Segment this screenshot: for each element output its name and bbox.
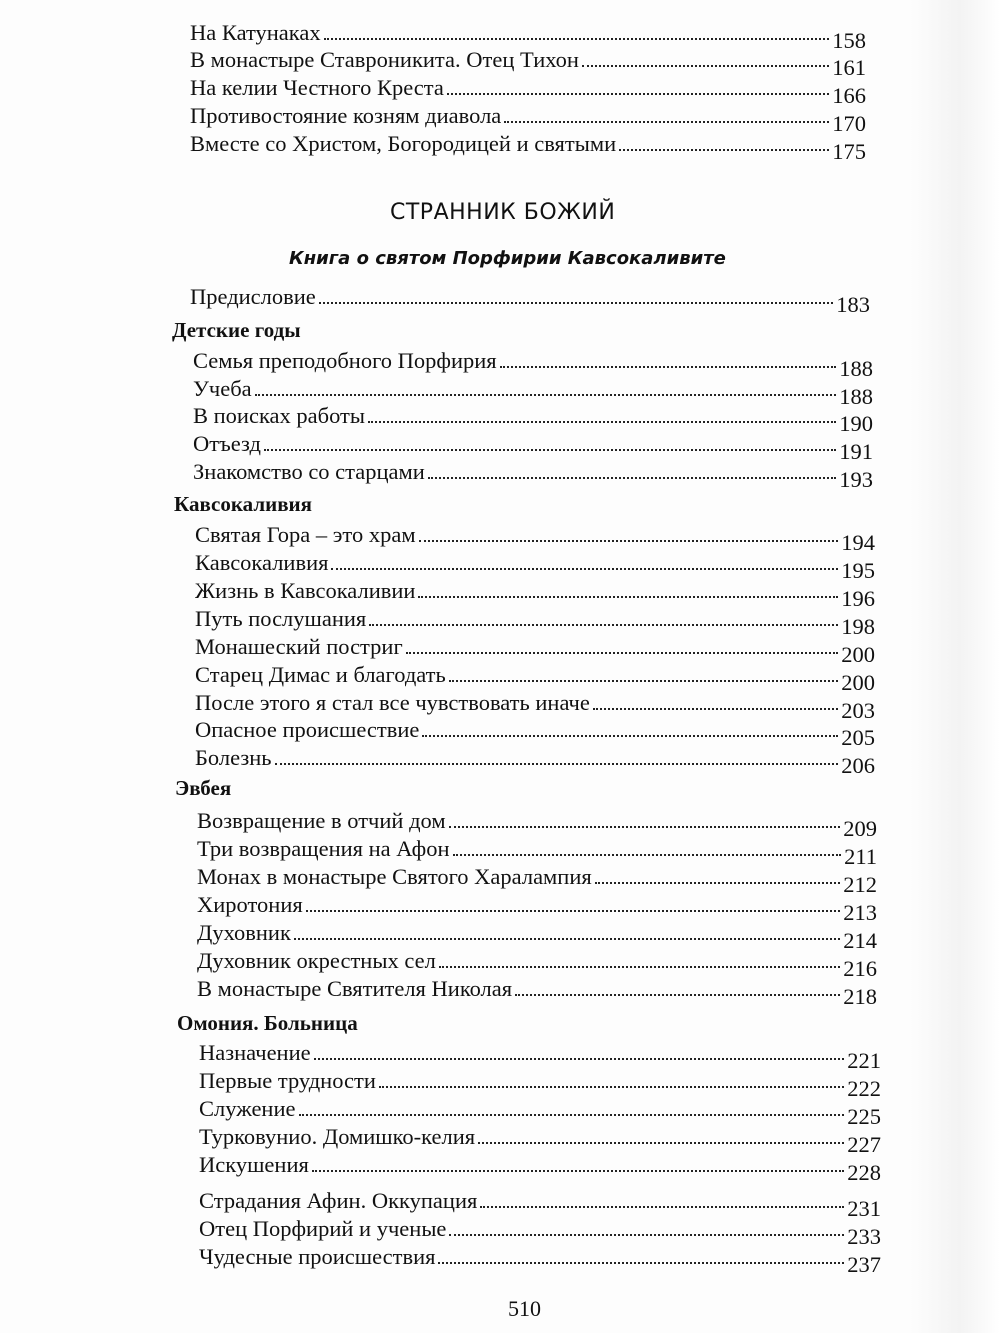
- toc-entry-title: Путь послушания: [195, 606, 367, 631]
- toc-entry-title: Монашеский постриг: [195, 634, 403, 659]
- toc-entry-title: Чудесные происшествия: [199, 1244, 436, 1269]
- toc-entry-title: На Катунаках: [190, 20, 321, 45]
- toc-entry-title: Старец Димас и благодать: [195, 662, 446, 687]
- toc-entry-page: 175: [832, 139, 866, 164]
- leader-dots: [595, 882, 841, 884]
- toc-entry: [199, 1216, 881, 1249]
- leader-dots: [319, 302, 833, 304]
- toc-entry-title: Семья преподобного Порфирия: [193, 348, 497, 373]
- toc-entry: [193, 348, 873, 381]
- toc-entry-title: Предисловие: [190, 284, 316, 309]
- toc-entry: [195, 550, 875, 583]
- leader-dots: [312, 1170, 844, 1172]
- leader-dots: [379, 1086, 844, 1088]
- leader-dots: [582, 65, 829, 67]
- toc-entry-page: 193: [839, 467, 873, 492]
- toc-entry: [197, 808, 877, 841]
- page-number: 510: [508, 1296, 541, 1321]
- toc-entry: [199, 1244, 881, 1277]
- toc-entry-title: Три возвращения на Афон: [197, 836, 450, 861]
- toc-entry-title: Духовник окрестных сел: [197, 948, 436, 973]
- toc-entry-page: 222: [847, 1076, 881, 1101]
- toc-entry: [199, 1040, 881, 1073]
- leader-dots: [453, 854, 842, 856]
- leader-dots: [331, 568, 838, 570]
- toc-entry-title: Вместе со Христом, Богородицей и святыми: [190, 131, 617, 156]
- toc-entry-title: Назначение: [199, 1040, 311, 1065]
- toc-entry-title: Противостояние козням диавола: [190, 103, 502, 128]
- toc-entry-title: Возвращение в отчий дом: [197, 808, 446, 833]
- toc-entry: [193, 403, 873, 436]
- toc-entry-title: Учеба: [193, 376, 252, 401]
- toc-entry-title: В поисках работы: [193, 403, 365, 428]
- book-subtitle: Книга о святом Порфирии Кавсокаливите: [289, 248, 726, 269]
- leader-dots: [449, 680, 838, 682]
- toc-entry-title: Страдания Афин. Оккупация: [199, 1188, 478, 1213]
- toc-entry-page: 231: [847, 1196, 881, 1221]
- leader-dots: [406, 652, 839, 654]
- toc-entry: [197, 976, 877, 1009]
- leader-dots: [422, 735, 838, 737]
- toc-entry-title: Знакомство со старцами: [193, 459, 425, 484]
- toc-entry-page: 198: [841, 614, 875, 639]
- toc-entry-page: 218: [843, 984, 877, 1009]
- toc-entry-page: 206: [841, 753, 875, 778]
- toc-entry-title: Кавсокаливия: [195, 550, 329, 575]
- toc-entry-page: 194: [841, 530, 875, 555]
- toc-entry: [195, 717, 875, 750]
- toc-entry-page: 161: [832, 55, 866, 80]
- toc-entry: [197, 892, 877, 925]
- toc-entry: [197, 920, 877, 953]
- toc-entry: [199, 1096, 881, 1129]
- section-heading: Детские годы: [172, 318, 301, 342]
- leader-dots: [480, 1206, 844, 1208]
- toc-entry: [199, 1068, 881, 1101]
- toc-entry-preface: [190, 284, 870, 317]
- toc-entry-title: Опасное происшествие: [195, 717, 420, 742]
- section-heading: Кавсокаливия: [174, 492, 313, 516]
- leader-dots: [369, 624, 838, 626]
- toc-entry-page: 188: [839, 356, 873, 381]
- toc-entry: [199, 1188, 881, 1221]
- leader-dots: [419, 540, 839, 542]
- toc-entry-page: 191: [839, 439, 873, 464]
- toc-entry-page: 212: [843, 872, 877, 897]
- toc-entry-title: Искушения: [199, 1152, 309, 1177]
- toc-entry: [195, 634, 875, 667]
- toc-entry-page: 188: [839, 384, 873, 409]
- leader-dots: [447, 93, 829, 95]
- toc-entry: [190, 103, 866, 136]
- toc-entry-title: В монастыре Святителя Николая: [197, 976, 513, 1001]
- toc-entry: [190, 75, 866, 108]
- leader-dots: [515, 994, 840, 996]
- toc-entry-page: 205: [841, 725, 875, 750]
- leader-dots: [438, 1262, 844, 1264]
- leader-dots: [275, 763, 839, 765]
- leader-dots: [255, 394, 837, 396]
- toc-entry-title: Духовник: [197, 920, 291, 945]
- toc-entry: [195, 522, 875, 555]
- toc-entry: [195, 578, 875, 611]
- toc-entry-page: 211: [844, 844, 877, 869]
- leader-dots: [593, 708, 838, 710]
- toc-entry-page: 209: [843, 816, 877, 841]
- toc-entry-title: Святая Гора – это храм: [195, 522, 416, 547]
- toc-entry-title: Служение: [199, 1096, 296, 1121]
- toc-entry-title: Первые трудности: [199, 1068, 376, 1093]
- toc-entry-page: 203: [841, 698, 875, 723]
- toc-entry-page: 190: [839, 411, 873, 436]
- section-heading: Эвбея: [175, 776, 232, 800]
- toc-entry-page: 214: [843, 928, 877, 953]
- toc-entry-page: 195: [841, 558, 875, 583]
- toc-entry-page: 158: [832, 28, 866, 53]
- toc-entry-title: На келии Честного Креста: [190, 75, 444, 100]
- leader-dots: [314, 1058, 845, 1060]
- toc-entry-page: 228: [847, 1160, 881, 1185]
- toc-entry: [197, 864, 877, 897]
- toc-entry-title: Отъезд: [193, 431, 261, 456]
- toc-entry-page: 166: [832, 83, 866, 108]
- toc-entry-title: Болезнь: [195, 745, 272, 770]
- page-gutter-shadow: [910, 0, 1000, 1333]
- toc-entry-page: 221: [847, 1048, 881, 1073]
- leader-dots: [306, 910, 841, 912]
- leader-dots: [368, 421, 836, 423]
- leader-dots: [428, 477, 836, 479]
- toc-entry: [190, 20, 866, 53]
- section-heading: Омония. Больница: [177, 1011, 358, 1035]
- leader-dots: [294, 938, 840, 940]
- toc-entry-page: 200: [841, 670, 875, 695]
- toc-entry-page: 216: [843, 956, 877, 981]
- leader-dots: [500, 366, 837, 368]
- toc-entry-page: 213: [843, 900, 877, 925]
- toc-entry-title: Хиротония: [197, 892, 303, 917]
- toc-entry: [199, 1124, 881, 1157]
- toc-entry-page: 170: [832, 111, 866, 136]
- toc-entry: [193, 376, 873, 409]
- toc-entry-title: Монах в монастыре Святого Харалампия: [197, 864, 592, 889]
- leader-dots: [449, 1234, 844, 1236]
- toc-entry-page: 196: [841, 586, 875, 611]
- leader-dots: [264, 449, 836, 451]
- toc-entry-title: Жизнь в Кавсокаливии: [195, 578, 416, 603]
- toc-entry: [193, 431, 873, 464]
- leader-dots: [299, 1114, 845, 1116]
- toc-entry-title: Отец Порфирий и ученые: [199, 1216, 447, 1241]
- toc-entry-page: 225: [847, 1104, 881, 1129]
- toc-entry-page: 183: [836, 292, 870, 317]
- leader-dots: [449, 826, 841, 828]
- toc-entry-page: 233: [847, 1224, 881, 1249]
- toc-entry: [195, 606, 875, 639]
- toc-entry: [190, 47, 866, 80]
- toc-entry-title: После этого я стал все чувствовать иначе: [195, 690, 590, 715]
- leader-dots: [478, 1142, 844, 1144]
- toc-entry-title: В монастыре Ставроникита. Отец Тихон: [190, 47, 579, 72]
- book-title: СТРАННИК БОЖИЙ: [390, 200, 616, 225]
- toc-entry: [195, 662, 875, 695]
- leader-dots: [418, 596, 838, 598]
- toc-entry-page: 227: [847, 1132, 881, 1157]
- leader-dots: [504, 121, 829, 123]
- toc-entry: [199, 1152, 881, 1185]
- leader-dots: [439, 966, 840, 968]
- toc-entry: [197, 948, 877, 981]
- toc-entry-page: 237: [847, 1252, 881, 1277]
- toc-entry-page: 200: [841, 642, 875, 667]
- toc-entry: [190, 131, 866, 164]
- leader-dots: [324, 38, 830, 40]
- leader-dots: [619, 149, 829, 151]
- toc-entry: [193, 459, 873, 492]
- toc-entry: [195, 690, 875, 723]
- toc-entry-title: Турковунио. Домишко-келия: [199, 1124, 476, 1149]
- toc-entry: [195, 745, 875, 778]
- toc-entry: [197, 836, 877, 869]
